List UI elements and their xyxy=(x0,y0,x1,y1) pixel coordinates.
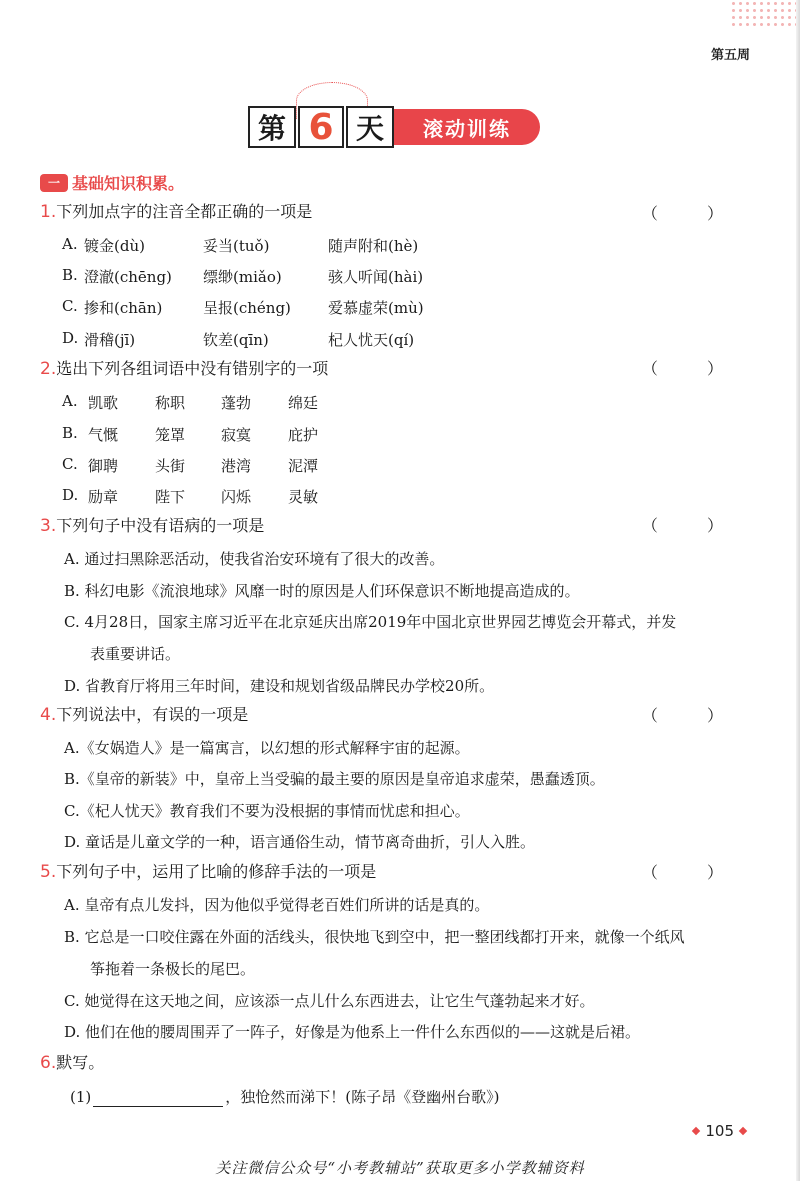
q5-option-b-cont: 筝拖着一条极长的尾巴。 xyxy=(90,960,256,978)
q2-option-d-label: D. xyxy=(62,486,79,504)
q2-option-b-label: B. xyxy=(62,424,78,442)
q3-option-a: A. 通过扫黑除恶活动，使我省治安环境有了很大的改善。 xyxy=(64,550,445,568)
answer-blank[interactable] xyxy=(93,1090,223,1107)
q5-option-d: D. 他们在他的腰周围弄了一阵子，好像是为他系上一件什么东西似的——这就是后裙。 xyxy=(64,1023,641,1041)
q1-option-a-3: 随声附和(hè) xyxy=(328,237,419,255)
q6-item-1: (1) ，独怆然而涕下！(陈子昂《登幽州台歌》) xyxy=(70,1088,500,1106)
q2-option-a-2: 称职 xyxy=(155,394,186,412)
question-3: 3.下列句子中没有语病的一项是 xyxy=(40,516,265,536)
question-4: 4.下列说法中，有误的一项是 xyxy=(40,705,249,725)
question-1: 1.下列加点字的注音全都正确的一项是 xyxy=(40,202,313,222)
page-number: 105 xyxy=(687,1122,752,1140)
q1-option-b-3: 骇人听闻(hài) xyxy=(328,268,424,286)
q1-option-c-3: 爱慕虚荣(mù) xyxy=(328,299,424,317)
answer-paren-5: （ ） xyxy=(641,863,745,882)
q1-option-d-2: 钦差(qīn) xyxy=(203,331,269,349)
q4-option-c: C.《杞人忧天》教育我们不要为没根据的事情而忧虑和担心。 xyxy=(64,802,470,820)
q2-option-d-1: 励章 xyxy=(88,488,119,506)
q2-option-d-4: 灵敏 xyxy=(288,488,319,506)
q1-option-d-label: D. xyxy=(62,329,79,347)
question-5: 5.下列句子中，运用了比喻的修辞手法的一项是 xyxy=(40,862,377,882)
answer-paren-2: （ ） xyxy=(641,359,745,378)
q4-option-a: A.《女娲造人》是一篇寓言，以幻想的形式解释宇宙的起源。 xyxy=(64,739,470,757)
q3-option-c-cont: 表重要讲话。 xyxy=(90,645,181,663)
q2-option-a-1: 凯歌 xyxy=(88,394,119,412)
q3-option-d: D. 省教育厅将用三年时间，建设和规划省级品牌民办学校20所。 xyxy=(64,677,495,695)
q1-option-a-2: 妥当(tuǒ) xyxy=(203,237,270,255)
q2-option-b-1: 气慨 xyxy=(88,426,119,444)
day-prefix: 第 xyxy=(248,106,296,148)
q2-option-b-2: 笼罩 xyxy=(155,426,186,444)
q3-option-c: C. 4月28日，国家主席习近平在北京延庆出席2019年中国北京世界园艺博览会开幕式，并发 xyxy=(64,613,677,631)
day-banner xyxy=(248,106,540,148)
decorative-dot-grid xyxy=(730,0,800,26)
q2-option-d-2: 陛下 xyxy=(155,488,186,506)
page-edge xyxy=(796,0,800,1181)
q1-option-b-1: 澄澈(chēng) xyxy=(84,268,172,286)
section-tag: 一 xyxy=(40,174,68,192)
q1-option-d-1: 滑稽(jī) xyxy=(84,331,136,349)
q1-option-b-2: 缥缈(miǎo) xyxy=(203,268,282,286)
question-2: 2.选出下列各组词语中没有错别字的一项 xyxy=(40,359,329,379)
q2-option-b-4: 庇护 xyxy=(288,426,319,444)
question-6: 6.默写。 xyxy=(40,1053,105,1073)
day-suffix: 天 xyxy=(346,106,394,148)
week-label: 第五周 xyxy=(710,48,750,63)
diamond-icon xyxy=(692,1127,700,1135)
q3-option-b: B. 科幻电影《流浪地球》风靡一时的原因是人们环保意识不断地提高造成的。 xyxy=(64,582,580,600)
q1-option-c-1: 掺和(chān) xyxy=(84,299,163,317)
q1-option-b-label: B. xyxy=(62,266,78,284)
day-number: 6 xyxy=(298,106,344,148)
q5-option-b: B. 它总是一口咬住露在外面的活线头，很快地飞到空中，把一整团线都打开来，就像一个纸风 xyxy=(64,928,685,946)
q4-option-b: B.《皇帝的新装》中，皇帝上当受骗的最主要的原因是皇帝追求虚荣，愚蠢透顶。 xyxy=(64,770,605,788)
footer-note: 关注微信公众号“小考教辅站”获取更多小学教辅资料 xyxy=(215,1159,585,1177)
q1-option-c-2: 呈报(chéng) xyxy=(203,299,291,317)
training-label: 滚动训练 xyxy=(394,109,540,145)
q2-option-b-3: 寂寞 xyxy=(221,426,252,444)
diamond-icon xyxy=(739,1127,747,1135)
q2-option-c-1: 御聘 xyxy=(88,457,119,475)
q2-option-c-2: 头街 xyxy=(155,457,186,475)
q2-option-a-label: A. xyxy=(62,392,78,410)
q2-option-d-3: 闪烁 xyxy=(221,488,252,506)
q5-option-a: A. 皇帝有点儿发抖，因为他似乎觉得老百姓们所讲的话是真的。 xyxy=(64,896,490,914)
q1-option-c-label: C. xyxy=(62,297,78,315)
answer-paren-1: （ ） xyxy=(641,204,745,223)
q2-option-a-4: 绵廷 xyxy=(288,394,319,412)
answer-paren-3: （ ） xyxy=(641,516,745,535)
section-heading xyxy=(40,171,184,194)
q1-option-d-3: 杞人忧天(qí) xyxy=(328,331,415,349)
q2-option-a-3: 蓬勃 xyxy=(221,394,252,412)
answer-paren-4: （ ） xyxy=(641,706,745,725)
q2-option-c-3: 港湾 xyxy=(221,457,252,475)
section-title: 基础知识积累。 xyxy=(72,174,185,193)
q2-option-c-label: C. xyxy=(62,455,78,473)
q1-option-a-label: A. xyxy=(62,235,78,253)
q1-option-a-1: 镀金(dù) xyxy=(84,237,145,255)
q4-option-d: D. 童话是儿童文学的一种，语言通俗生动，情节离奇曲折，引人入胜。 xyxy=(64,833,536,851)
q5-option-c: C. 她觉得在这天地之间，应该添一点儿什么东西进去，让它生气蓬勃起来才好。 xyxy=(64,992,595,1010)
q2-option-c-4: 泥潭 xyxy=(288,457,319,475)
